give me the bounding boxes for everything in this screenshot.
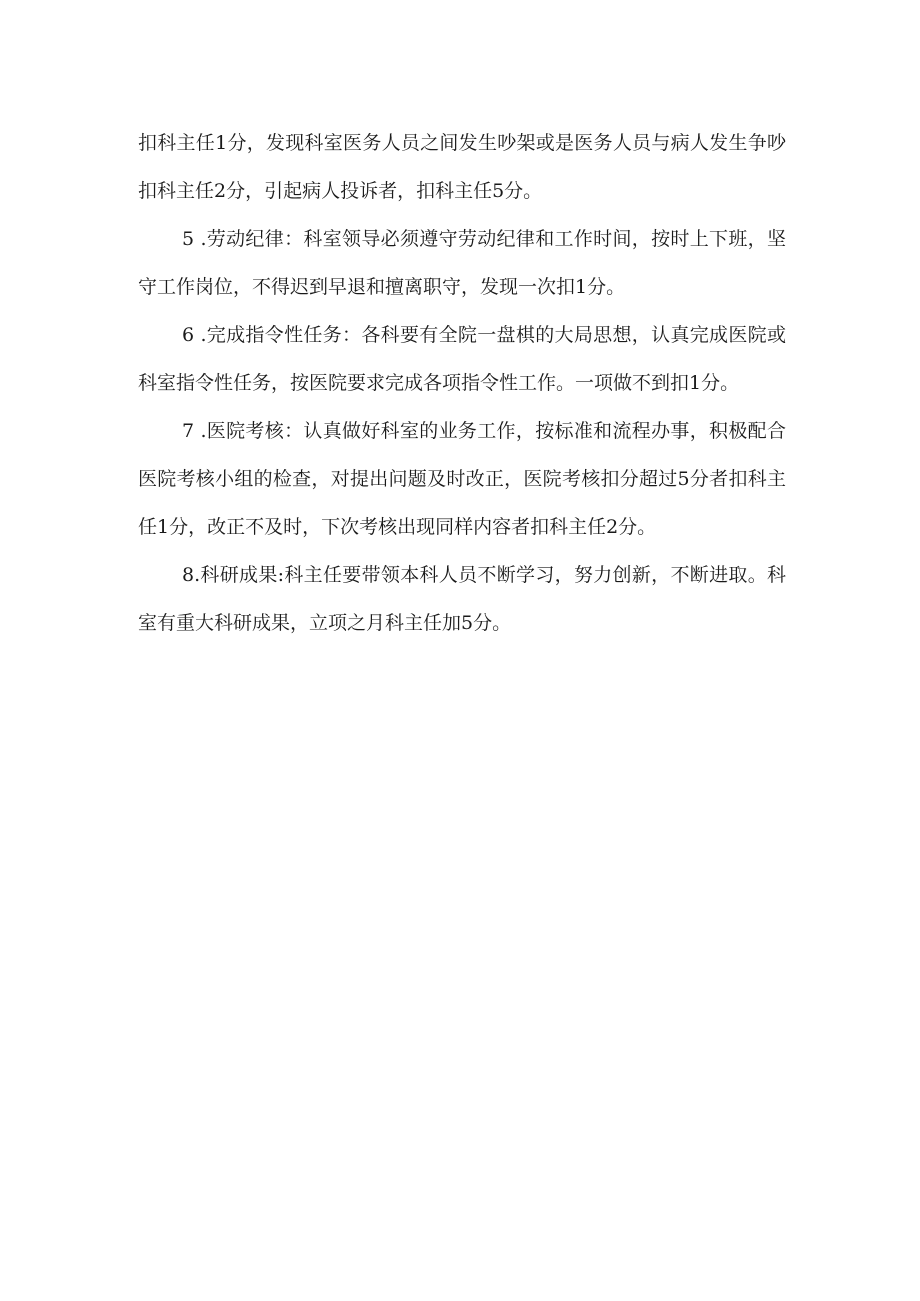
paragraph-item-7-hospital-assessment: 7 .医院考核：认真做好科室的业务工作，按标准和流程办事，积极配合医院考核小组的检查，对提出问题及时改正，医院考核扣分超过5分者扣科主任1分，改正不及时，下次考核出现同样内容者扣科主任2分。 bbox=[138, 420, 786, 538]
paragraph-item-8-research-results: 8.科研成果:科主任要带领本科人员不断学习，努力创新，不断进取。科室有重大科研成果，立项之月科主任加5分。 bbox=[138, 564, 786, 634]
document-body bbox=[138, 119, 786, 647]
paragraph-continuation: 扣科主任1分，发现科室医务人员之间发生吵架或是医务人员与病人发生争吵扣科主任2分，引起病人投诉者，扣科主任5分。 bbox=[138, 132, 786, 202]
paragraph-item-5-labor-discipline: 5 .劳动纪律：科室领导必须遵守劳动纪律和工作时间，按时上下班，坚守工作岗位，不得迟到早退和擅离职守，发现一次扣1分。 bbox=[138, 228, 786, 298]
paragraph-item-6-mandatory-tasks: 6 .完成指令性任务：各科要有全院一盘棋的大局思想，认真完成医院或科室指令性任务，按医院要求完成各项指令性工作。一项做不到扣1分。 bbox=[138, 324, 786, 394]
